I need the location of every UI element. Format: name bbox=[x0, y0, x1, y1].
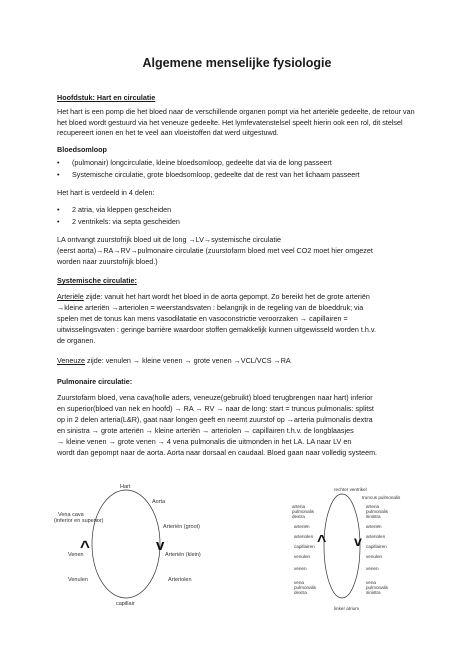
label-vena-cava: Vena cava bbox=[58, 512, 84, 518]
arterie-line: de organen. bbox=[57, 336, 96, 345]
label-venen-l: venen bbox=[294, 566, 307, 571]
label-venen-r: venen bbox=[366, 566, 379, 571]
pulmonair-line: en superior(bloed van nek en hoofd) → RA → RV → naar de long: start = truncus pulmonalis: splitst bbox=[57, 404, 374, 413]
label-capillairen-r: capillairen bbox=[366, 544, 387, 549]
arterie-line: Arteriële zijde: vanuit het hart wordt het bloed in de aorta gepompt. Zo bereikt het de grote arteriën bbox=[57, 292, 370, 301]
pulmonair-line: wordt dan gepompt naar de aorta. Aorta naar dorsaal en caudaal. Bloed gaan naar volledig systeem. bbox=[57, 448, 378, 457]
label-arterien-r: arteriën bbox=[366, 524, 382, 529]
pulmonary-circulation-diagram bbox=[270, 486, 420, 614]
label-rechter-ventrikel: rechter ventrikel bbox=[334, 487, 367, 492]
label-venen: Venen bbox=[68, 552, 84, 558]
la-line: (eerst aorta)→RA→RV→pulmonaire circulatie (zuurstofarm bloed met veel CO2 moet hier omgezet bbox=[57, 246, 373, 255]
label-arteriolen-r: arteriolen bbox=[366, 534, 386, 539]
arterie-line: spelen met de tonus kan mens vasodilatatie en vasoconstrictie veroorzaken → capillairen = bbox=[57, 314, 348, 323]
arrow-down-icon: v bbox=[156, 537, 165, 554]
label-vena-cava-sub: (inferior en superior) bbox=[54, 518, 104, 524]
pulmonair-line: op in 2 delen arteria(L&R), gaat naar longen geeft en neemt zuurstof op →arteria pulmonalis dextra bbox=[57, 415, 373, 424]
label-truncus: truncus pulmonalis bbox=[362, 495, 401, 500]
pulmonair-line: → kleine venen → grote venen → 4 vena pulmonalis die uitmonden in het LA. LA naar LV en bbox=[57, 437, 352, 446]
label-arteria-pulm-dextra: arteria pulmonalis dextra bbox=[292, 504, 314, 519]
label-capillairen-l: capillairen bbox=[294, 544, 315, 549]
systemisch-heading: Systemische circulatie: bbox=[57, 276, 137, 285]
arterie-line: uitwisselingsvaten : geringe barrière waardoor stoffen gemakkelijk kunnen uitgewisseld worden t.h.v. bbox=[57, 325, 376, 334]
label-venulen-r: venulen bbox=[366, 554, 383, 559]
arrow-up-icon: ^ bbox=[317, 533, 327, 550]
bullet-item: • 2 atria, via kleppen gescheiden bbox=[57, 205, 172, 214]
arrow-up-icon: ^ bbox=[80, 537, 90, 556]
label-arterien-groot: Arteriën (groot) bbox=[163, 524, 200, 530]
label-venulen: Venulen bbox=[68, 577, 88, 583]
bloedsomloop-heading: Bloedsomloop bbox=[57, 145, 107, 154]
label-arterien-l: arteriën bbox=[294, 524, 310, 529]
systemic-circulation-diagram bbox=[40, 478, 220, 613]
label-arteriolen-l: arteriolen bbox=[294, 534, 314, 539]
label-vena-pulm-sinistra: vena pulmonalis sinistra bbox=[366, 580, 388, 595]
pulmonair-heading: Pulmonaire circulatie: bbox=[57, 377, 133, 386]
la-line: LA ontvangt zuurstofrijk bloed uit de long →LV→systemische circulatie bbox=[57, 235, 281, 244]
bullet-item: • Systemische circulatie, grote bloedsomloop, gedeelte dat de rest van het lichaam passeert bbox=[57, 170, 360, 179]
chapter-heading: Hoofdstuk: Hart en circulatie bbox=[57, 93, 156, 102]
circulation-loop bbox=[92, 490, 160, 598]
arterie-line: →kleine arteriën →arteriolen = weerstandsvaten : belangrijk in de regeling van de bloeddruk; via bbox=[57, 303, 364, 312]
label-vena-pulm-dextra: vena pulmonalis dextra bbox=[294, 580, 316, 595]
label-arteria-pulm-sinistra: arteria pulmonalis sinistra bbox=[366, 504, 388, 519]
pulmonair-line: en sinistra → grote arteriën → kleine arteriën → arteriolen → capillairen t.h.v. de longblaasjes bbox=[57, 426, 354, 435]
la-line: worden naar zuurstofrijk bloed.) bbox=[57, 257, 158, 266]
pulmonair-line: Zuurstofarm bloed, vena cava(holle aders, veneuze(gebruikt) bloed terugbrengen naar hart) inferior bbox=[57, 393, 373, 402]
label-arteriolen: Arteriolen bbox=[168, 577, 192, 583]
label-aorta: Aorta bbox=[152, 499, 166, 505]
bullet-item: • 2 ventrikels: via septa gescheiden bbox=[57, 217, 180, 226]
arrow-down-icon: v bbox=[354, 533, 362, 549]
label-linker-atrium: linker atrium bbox=[334, 606, 360, 611]
intro-paragraph: Het hart is een pomp die het bloed naar de verschillende organen pompt via het arteriële gedeelte, de retour van het bloed wordt gestuurd via het veneuze gedeelte. Het lymfevatenstelsel speelt hierin ook een rol, dit stelsel recupereert ionen en het te veel aan vloeistoffen dat werd uitgestuwd. bbox=[57, 107, 415, 138]
page-title: Algemene menselijke fysiologie bbox=[142, 56, 332, 70]
label-venulen-l: venulen bbox=[294, 554, 311, 559]
label-arterien-klein: Arteriën (klein) bbox=[165, 552, 201, 558]
label-capillair: capillair bbox=[116, 601, 135, 607]
bullet-item: • (pulmonair) longcirculatie, kleine bloedsomloop, gedeelte dat via de long passeert bbox=[57, 158, 332, 167]
verdeeld-text: Het hart is verdeeld in 4 delen: bbox=[57, 188, 155, 197]
label-hart: Hart bbox=[120, 484, 131, 490]
veneuze-line: Veneuze zijde: venulen → kleine venen → grote venen →VCL/VCS →RA bbox=[57, 356, 291, 365]
